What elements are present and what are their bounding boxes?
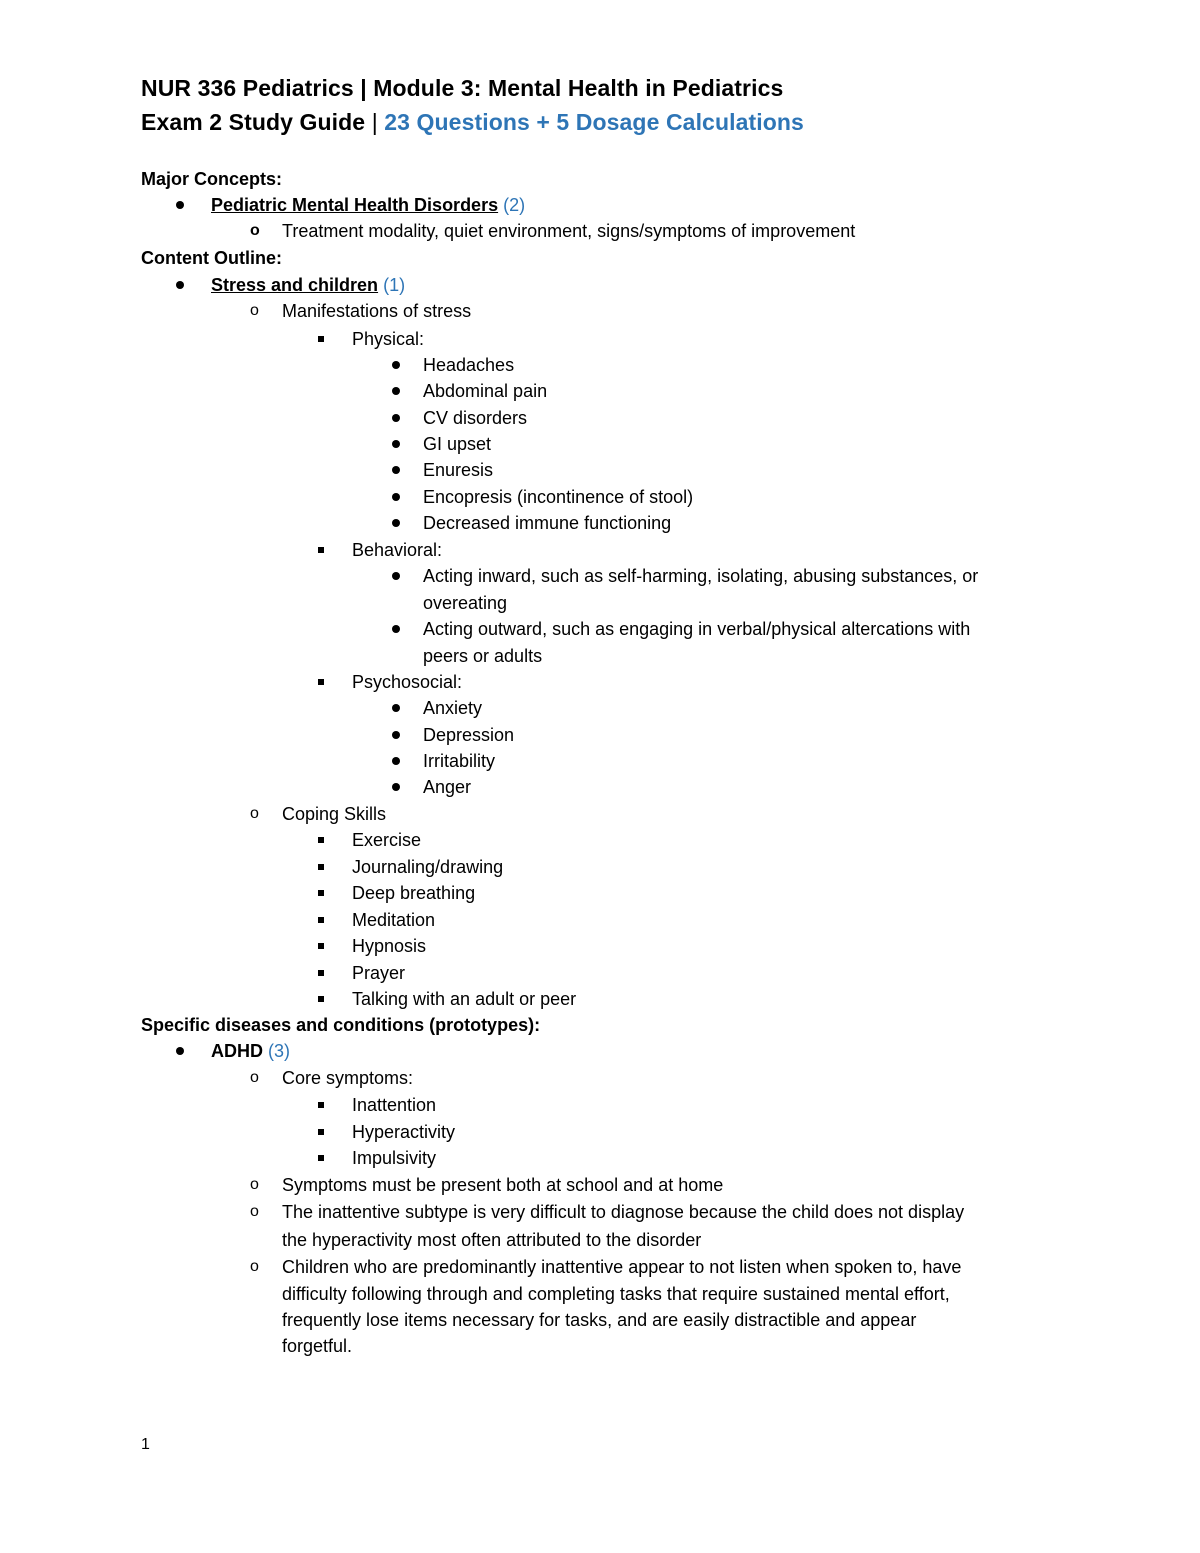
bullet-icon: [176, 201, 184, 209]
bullet-square-icon: [318, 890, 324, 896]
bullet-icon: [392, 572, 400, 580]
bullet-square-icon: [318, 837, 324, 843]
bullet-icon: [392, 519, 400, 527]
bullet-square-icon: [318, 336, 324, 342]
major-sub-label: Treatment modality, quiet environment, signs/symptoms of improvement: [282, 221, 856, 241]
list-item-label: Impulsivity: [352, 1148, 437, 1168]
list-item-label: Acting outward, such as engaging in verbal/physical altercations with: [423, 619, 971, 639]
list-item-label: Inattention: [352, 1095, 437, 1115]
list-item-label: Depression: [423, 725, 515, 745]
list-item-label: Meditation: [352, 910, 436, 930]
list-item-label: Irritability: [423, 751, 496, 771]
bullet-square-icon: [318, 1129, 324, 1135]
list-item-label: Anger: [423, 777, 472, 797]
bullet-icon: [392, 440, 400, 448]
bullet-square-icon: [318, 1155, 324, 1161]
bullet-o-icon: o: [250, 1069, 259, 1086]
list-item-label: Journaling/drawing: [352, 857, 504, 877]
list-item-label: Hypnosis: [352, 936, 427, 956]
list-item-label: Enuresis: [423, 460, 494, 480]
list-item-continuation: overeating: [423, 593, 508, 613]
bullet-icon: [392, 493, 400, 501]
bullet-icon: [392, 414, 400, 422]
bullet-o-icon: o: [250, 805, 259, 822]
core-symptoms-label: Core symptoms:: [282, 1068, 414, 1088]
list-item-label: Encopresis (incontinence of stool): [423, 487, 694, 507]
list-item-label: Abdominal pain: [423, 381, 548, 401]
list-item-label: Anxiety: [423, 698, 483, 718]
list-item-continuation: the hyperactivity most often attributed to the disorder: [282, 1230, 702, 1250]
bullet-square-icon: [318, 679, 324, 685]
list-item-label: Children who are predominantly inattentive appear to not listen when spoken to, have: [282, 1257, 962, 1277]
specific-diseases-heading: Specific diseases and conditions (prototypes):: [141, 1015, 541, 1035]
bullet-square-icon: [318, 864, 324, 870]
list-item-label: Headaches: [423, 355, 515, 375]
page-number: 1: [141, 1436, 150, 1453]
title-line-2: [141, 109, 804, 136]
list-item-label: The inattentive subtype is very difficult to diagnose because the child does not display: [282, 1202, 965, 1222]
manifestations-label: Manifestations of stress: [282, 301, 472, 321]
list-item-continuation: forgetful.: [282, 1336, 353, 1356]
stress-label: Stress and children: [211, 275, 379, 295]
bullet-icon: [392, 704, 400, 712]
major-item-count: (2): [503, 195, 526, 215]
bullet-square-icon: [318, 1102, 324, 1108]
list-item-label: GI upset: [423, 434, 492, 454]
title-exam: Exam 2 Study Guide: [141, 109, 366, 135]
list-item-label: Symptoms must be present both at school and at home: [282, 1175, 724, 1195]
bullet-icon: [392, 625, 400, 633]
bullet-icon: [176, 281, 184, 289]
major-item-label: Pediatric Mental Health Disorders: [211, 195, 499, 215]
bullet-o-icon: o: [250, 222, 260, 239]
content-outline-heading: Content Outline:: [141, 248, 282, 268]
bullet-icon: [392, 361, 400, 369]
list-item-continuation: frequently lose items necessary for tasks, and are easily distractible and appear: [282, 1310, 917, 1330]
adhd-label: ADHD: [211, 1041, 263, 1061]
list-item-label: Acting inward, such as self-harming, isolating, abusing substances, or: [423, 566, 979, 586]
bullet-square-icon: [318, 970, 324, 976]
bullet-o-icon: o: [250, 1203, 259, 1220]
list-item-label: Exercise: [352, 830, 422, 850]
bullet-o-icon: o: [250, 1176, 259, 1193]
bullet-icon: [392, 387, 400, 395]
stress-count: (1): [383, 275, 406, 295]
bullet-square-icon: [318, 547, 324, 553]
bullet-icon: [392, 783, 400, 791]
bullet-icon: [392, 731, 400, 739]
psychosocial-label: Psychosocial:: [352, 672, 463, 692]
list-item-label: CV disorders: [423, 408, 528, 428]
bullet-icon: [392, 757, 400, 765]
list-item-label: Deep breathing: [352, 883, 476, 903]
list-item-label: Talking with an adult or peer: [352, 989, 577, 1009]
major-concepts-heading: Major Concepts:: [141, 169, 283, 189]
physical-label: Physical:: [352, 329, 425, 349]
title-course-module: NUR 336 Pediatrics | Module 3: Mental Health in Pediatrics: [141, 75, 784, 101]
behavioral-label: Behavioral:: [352, 540, 443, 560]
bullet-square-icon: [318, 996, 324, 1002]
list-item-continuation: difficulty following through and completing tasks that require sustained mental effort,: [282, 1284, 950, 1304]
title-question-count: 23 Questions + 5 Dosage Calculations: [384, 109, 804, 135]
bullet-icon: [392, 466, 400, 474]
list-item-label: Hyperactivity: [352, 1122, 456, 1142]
list-item-label: Decreased immune functioning: [423, 513, 672, 533]
bullet-o-icon: o: [250, 1258, 259, 1275]
title-separator: |: [365, 109, 385, 135]
title-line-1: [141, 75, 783, 102]
bullet-o-icon: o: [250, 302, 259, 319]
list-item-continuation: peers or adults: [423, 646, 543, 666]
bullet-square-icon: [318, 917, 324, 923]
bullet-square-icon: [318, 943, 324, 949]
bullet-icon: [176, 1047, 184, 1055]
adhd-count: (3): [268, 1041, 291, 1061]
list-item-label: Prayer: [352, 963, 406, 983]
coping-label: Coping Skills: [282, 804, 387, 824]
